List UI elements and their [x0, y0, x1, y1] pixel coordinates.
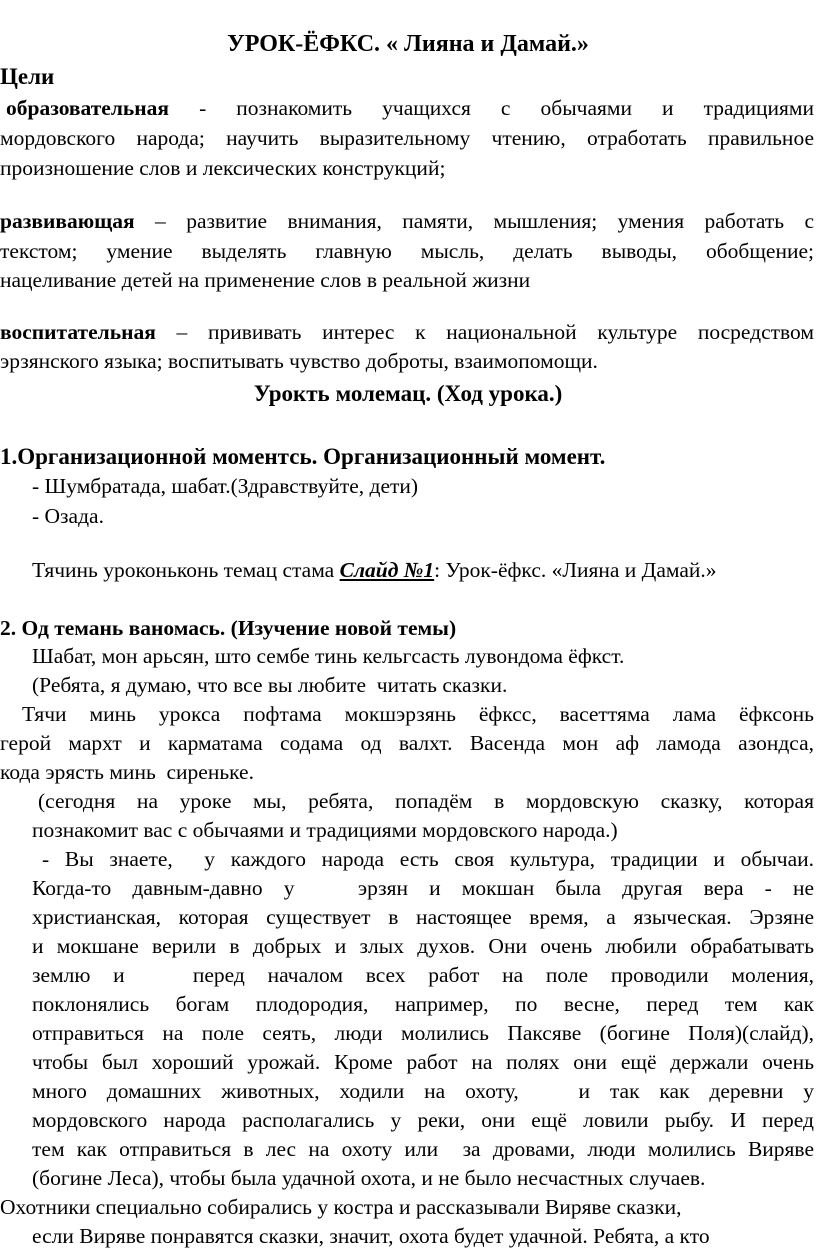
- section2-line: Когда-то давным-давно у эрзян и мокшан была другая вера - не: [32, 876, 814, 900]
- section2-line: если Виряве понравятся сказки, значит, охота будет удачной. Ребята, а кто: [32, 1224, 710, 1248]
- section2-line: Шабат, мон арьсян, што сембе тинь кельгсасть лувондома ёфкст.: [32, 644, 625, 668]
- goal-educational-line-3: произношение слов и лексических конструкций;: [0, 156, 446, 180]
- goal-developing-label: развивающая: [0, 209, 135, 233]
- section2-line: землю и перед началом всех работ на поле проводили моления,: [32, 963, 814, 987]
- section2-line: чтобы был хороший урожай. Кроме работ на полях они ещё держали очень: [32, 1050, 814, 1074]
- goal-upbringing-label: воспитательная: [0, 320, 156, 344]
- section2-line: и мокшане верили в добрых и злых духов. Они очень любили обрабатывать: [32, 934, 814, 958]
- section2-line: поклонялись богам плодородия, например, по весне, перед тем как: [32, 992, 814, 1016]
- section2-line: Охотники специально собирались у костра и рассказывали Виряве сказки,: [0, 1195, 682, 1219]
- section2-line: (сегодня на уроке мы, ребята, попадём в мордовскую сказку, которая: [38, 789, 814, 813]
- goal-upbringing-line-2: эрзянского языка; воспитывать чувство доброты, взаимопомощи.: [0, 349, 598, 373]
- goal-developing-line-3: нацеливание детей на применение слов в реальной жизни: [0, 268, 531, 292]
- goal-developing-line-2: текстом; умение выделять главную мысль, делать выводы, обобщение;: [0, 239, 814, 263]
- section2-line: много домашних животных, ходили на охоту, и так как деревни у: [32, 1079, 814, 1103]
- section2-line: христианская, которая существует в настоящее время, а языческая. Эрзяне: [32, 905, 814, 929]
- section2-line: Тячи минь урокса пофтама мокшэрзянь ёфксс, васеттяма лама ёфксонь: [22, 702, 814, 726]
- goal-educational-line-2: мордовского народа; научить выразительному чтению, отработать правильное: [0, 126, 814, 150]
- goals-heading: Цели: [0, 64, 55, 89]
- goal-educational-label: образовательная: [6, 96, 170, 120]
- section1-heading: 1.Организационной моментсь. Организационный момент.: [0, 444, 606, 469]
- section2-line: мордовского народа располагались у реки, они ещё ловили рыбу. И перед: [32, 1108, 814, 1132]
- goal-developing-line-1: развивающая – развитие внимания, памяти, мышления; умения работать с: [0, 209, 814, 233]
- section2-line: тем как отправиться в лес на охоту или за дровами, люди молились Виряве: [32, 1137, 814, 1161]
- section2-heading: 2. Од темань ваномась. (Изучение новой темы): [0, 616, 457, 640]
- section1-line-1: - Шумбратада, шабат.(Здравствуйте, дети): [32, 474, 419, 498]
- section2-line: герой мархт и карматама содама од валхт. Васенда мон аф ламода азондса,: [0, 731, 814, 755]
- goal-educational-line-1: образовательная - познакомить учащихся с обычаями и традициями: [6, 96, 814, 120]
- section2-line: познакомит вас с обычаями и традициями мордовского народа.): [32, 818, 618, 842]
- section1-line-2: - Озада.: [32, 504, 104, 528]
- document-title: УРОК-ЁФКС. « Лияна и Дамай.»: [227, 31, 589, 57]
- section2-line: (Ребята, я думаю, что все вы любите читать сказки.: [32, 673, 508, 697]
- section2-line: - Вы знаете, у каждого народа есть своя культура, традиции и обычаи.: [42, 847, 814, 871]
- section2-line: отправиться на поле сеять, люди молились Паксяве (богине Поля)(слайд),: [32, 1021, 814, 1045]
- section1-topic-line: Тячинь уроконьконь темац стама Слайд №1: Урок-ёфкс. «Лияна и Дамай.»: [32, 558, 717, 582]
- section2-line: кода эрясть минь сиреньке.: [0, 760, 254, 784]
- section2-line: (богине Леса), чтобы была удачной охота, и не было несчастных случаев.: [32, 1166, 706, 1190]
- goal-upbringing-line-1: воспитательная – прививать интерес к национальной культуре посредством: [0, 320, 814, 344]
- slide-reference: Слайд №1: [339, 558, 435, 582]
- lesson-heading: Урокть молемац. (Ход урока.): [253, 381, 563, 406]
